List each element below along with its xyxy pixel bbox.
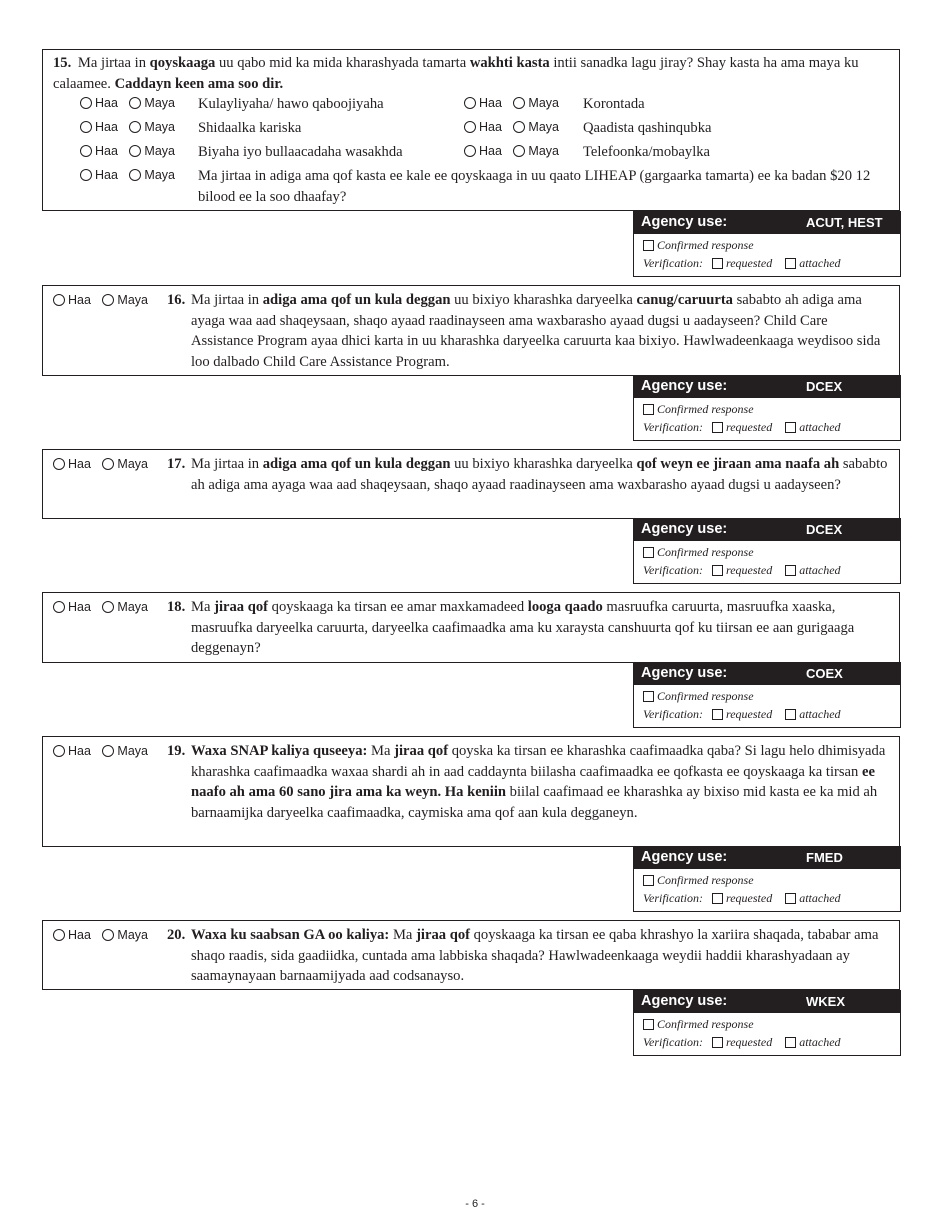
requested-checkbox[interactable] [712, 1037, 723, 1048]
requested-checkbox[interactable] [712, 258, 723, 269]
requested-checkbox[interactable] [712, 422, 723, 433]
attached-checkbox[interactable] [785, 709, 796, 720]
attached-checkbox[interactable] [785, 422, 796, 433]
confirmed-checkbox[interactable] [643, 404, 654, 415]
page-number: - 6 - [465, 1198, 485, 1210]
yes-radio[interactable] [80, 97, 92, 109]
agency-use-box: Agency use: WKEX Confirmed response Verification: requested attached [633, 990, 901, 1056]
q15-item: Biyaha iyo bullaacadaha wasakhda [198, 144, 403, 160]
yes-radio[interactable] [80, 145, 92, 157]
no-radio[interactable] [129, 97, 141, 109]
q16-options: Haa Maya [53, 293, 148, 307]
yes-radio[interactable] [464, 97, 476, 109]
agency-code: WKEX [806, 994, 845, 1009]
no-radio[interactable] [129, 169, 141, 181]
question-18: Haa Maya 18. Ma jiraa qof qoyskaaga ka tirsan ee amar maxkamadeed looga qaado masruufka caruurta, masruufka xaaska, masruufka daryeelka caruurta, daryeelka caafimaadka ama ku xaraysta canshuurta qof ku tiirsan ee aan gurigaaga deggenayn? [42, 592, 900, 663]
yes-radio[interactable] [53, 929, 65, 941]
q15-item: Qaadista qashinqubka [583, 120, 712, 136]
q18-options: Haa Maya [53, 600, 148, 614]
question-16: Haa Maya 16. Ma jirtaa in adiga ama qof un kula deggan uu bixiyo kharashka daryeelka canug/caruurta sababto ah adiga ama ayaga waa aad shaqeysaan, shaqo ayaad raadinayseen ama waxbarasho ayaad dugsi u aadayseen? Child Care Assistance Program ayaa dhici karta in uu kharashka daryeelka caruurta kaa bixiyo. Hawlwadeenkaaga weydisoo sida loo dalbado Child Care Assistance Program. [42, 285, 900, 376]
yes-radio[interactable] [80, 169, 92, 181]
agency-use-box: Agency use: ACUT, HEST Confirmed response Verification: requested attached [633, 211, 901, 277]
question-number: 19. [167, 743, 186, 759]
q15-item: Korontada [583, 96, 645, 112]
question-number: 15. [53, 55, 72, 71]
q15-item6-options: Haa Maya [464, 144, 559, 158]
yes-radio[interactable] [464, 121, 476, 133]
agency-code: FMED [806, 850, 843, 865]
attached-checkbox[interactable] [785, 258, 796, 269]
question-17: Haa Maya 17. Ma jirtaa in adiga ama qof un kula deggan uu bixiyo kharashka daryeelka qof weyn ee jiraan ama naafa ah sababto ah adiga ama ayaga waa aad shaqeysaan, shaqo ayaad raadinayseen ama waxbarasho ayaad dugsi u aadayseen? [42, 449, 900, 519]
question-number: 20. [167, 927, 186, 943]
confirmed-checkbox[interactable] [643, 547, 654, 558]
q20-options: Haa Maya [53, 928, 148, 942]
no-radio[interactable] [513, 121, 525, 133]
agency-use-box: Agency use: DCEX Confirmed response Verification: requested attached [633, 375, 901, 441]
confirmed-checkbox[interactable] [643, 875, 654, 886]
q15-item1-options: Haa Maya [80, 96, 175, 110]
no-radio[interactable] [129, 145, 141, 157]
agency-code: COEX [806, 666, 843, 681]
q15-item3-options: Haa Maya [80, 120, 175, 134]
requested-checkbox[interactable] [712, 893, 723, 904]
question-19: Haa Maya 19. Waxa SNAP kaliya quseeya: Ma jiraa qof qoyska ka tirsan ee kharashka caafimaadka qaba? Si lagu helo dhimisyada kharashka caafimaadka waxaa shardi ah in aad caddaynta biilasha caafimaadka ee qofkasta ee qoyskaaga ka tirsan ee naafo ah ama 60 sano jira ama ka weyn. Ha keniin biilal caafimaad ee kharashka ay bixiso mid kasta ee ka mid ah barnaamijka daryeelka caafimaadka, caymiska ama qof aan kula degganeyn. [42, 736, 900, 847]
no-radio[interactable] [129, 121, 141, 133]
no-radio[interactable] [102, 929, 114, 941]
no-radio[interactable] [513, 145, 525, 157]
confirmed-checkbox[interactable] [643, 1019, 654, 1030]
q15-item5-options: Haa Maya [80, 144, 175, 158]
q15-item: Shidaalka kariska [198, 120, 302, 136]
agency-use-box: Agency use: COEX Confirmed response Verification: requested attached [633, 662, 901, 728]
yes-radio[interactable] [53, 601, 65, 613]
q15-item2-options: Haa Maya [464, 96, 559, 110]
no-radio[interactable] [102, 294, 114, 306]
q15-item: Kulayliyaha/ hawo qaboojiyaha [198, 96, 384, 112]
q15-item: Telefoonka/mobaylka [583, 144, 711, 160]
confirmed-checkbox[interactable] [643, 691, 654, 702]
requested-checkbox[interactable] [712, 709, 723, 720]
question-number: 18. [167, 599, 186, 615]
yes-radio[interactable] [53, 745, 65, 757]
confirmed-checkbox[interactable] [643, 240, 654, 251]
q15-item: Ma jirtaa in adiga ama qof kasta ee kale ee qoyskaaga in uu qaato LIHEAP (gargaarka tamarta) ee ka badan $20 12 bilood ee la soo dhaafay? [198, 168, 871, 205]
yes-radio[interactable] [53, 294, 65, 306]
agency-code: DCEX [806, 522, 843, 537]
question-number: 17. [167, 456, 186, 472]
yes-radio[interactable] [53, 458, 65, 470]
question-15: 15. Ma jirtaa in qoyskaaga uu qabo mid ka mida kharashyada tamarta wakhti kasta intii sanadka lagu jiray? Shay kasta ha ama maya ku calaamee. Caddayn keen ama soo dir. Haa Maya Kulayliyaha/ hawo qaboojiyaha Haa Maya Korontada Haa Maya Shidaalka kariska Haa Maya Qaadista qashinqubka Haa Maya Biyaha iyo bullaacadaha wasakhda Haa Maya Telefoonka/mobaylka Haa Maya Ma jirtaa in adiga ama qof kasta ee kale ee qoyskaaga in uu qaato LIHEAP (gargaarka tamarta) ee ka badan $20 12 bilood ee la soo dhaafay? [42, 49, 900, 211]
no-radio[interactable] [102, 458, 114, 470]
attached-checkbox[interactable] [785, 565, 796, 576]
agency-use-box: Agency use: DCEX Confirmed response Verification: requested attached [633, 518, 901, 584]
q15-item7-options: Haa Maya [80, 168, 175, 182]
agency-use-box: Agency use: FMED Confirmed response Verification: requested attached [633, 846, 901, 912]
attached-checkbox[interactable] [785, 893, 796, 904]
requested-checkbox[interactable] [712, 565, 723, 576]
question-20: Haa Maya 20. Waxa ku saabsan GA oo kaliya: Ma jiraa qof qoyskaaga ka tirsan ee qaba khrashyo la xariira shaqada, tababar ama shaqo raadis, sida gaadiidka, cuntada ama labbiska shaqada? Hawlwadeenkaaga weydii haddii kharashyadaan ay saamaynayaan barnaamijyada aad codsanayso. [42, 920, 900, 990]
yes-radio[interactable] [80, 121, 92, 133]
q17-options: Haa Maya [53, 457, 148, 471]
attached-checkbox[interactable] [785, 1037, 796, 1048]
yes-radio[interactable] [464, 145, 476, 157]
no-radio[interactable] [102, 745, 114, 757]
no-radio[interactable] [513, 97, 525, 109]
question-number: 16. [167, 292, 186, 308]
q19-options: Haa Maya [53, 744, 148, 758]
agency-code: DCEX [806, 379, 843, 394]
q15-item4-options: Haa Maya [464, 120, 559, 134]
agency-code: ACUT, HEST [806, 215, 883, 230]
no-radio[interactable] [102, 601, 114, 613]
